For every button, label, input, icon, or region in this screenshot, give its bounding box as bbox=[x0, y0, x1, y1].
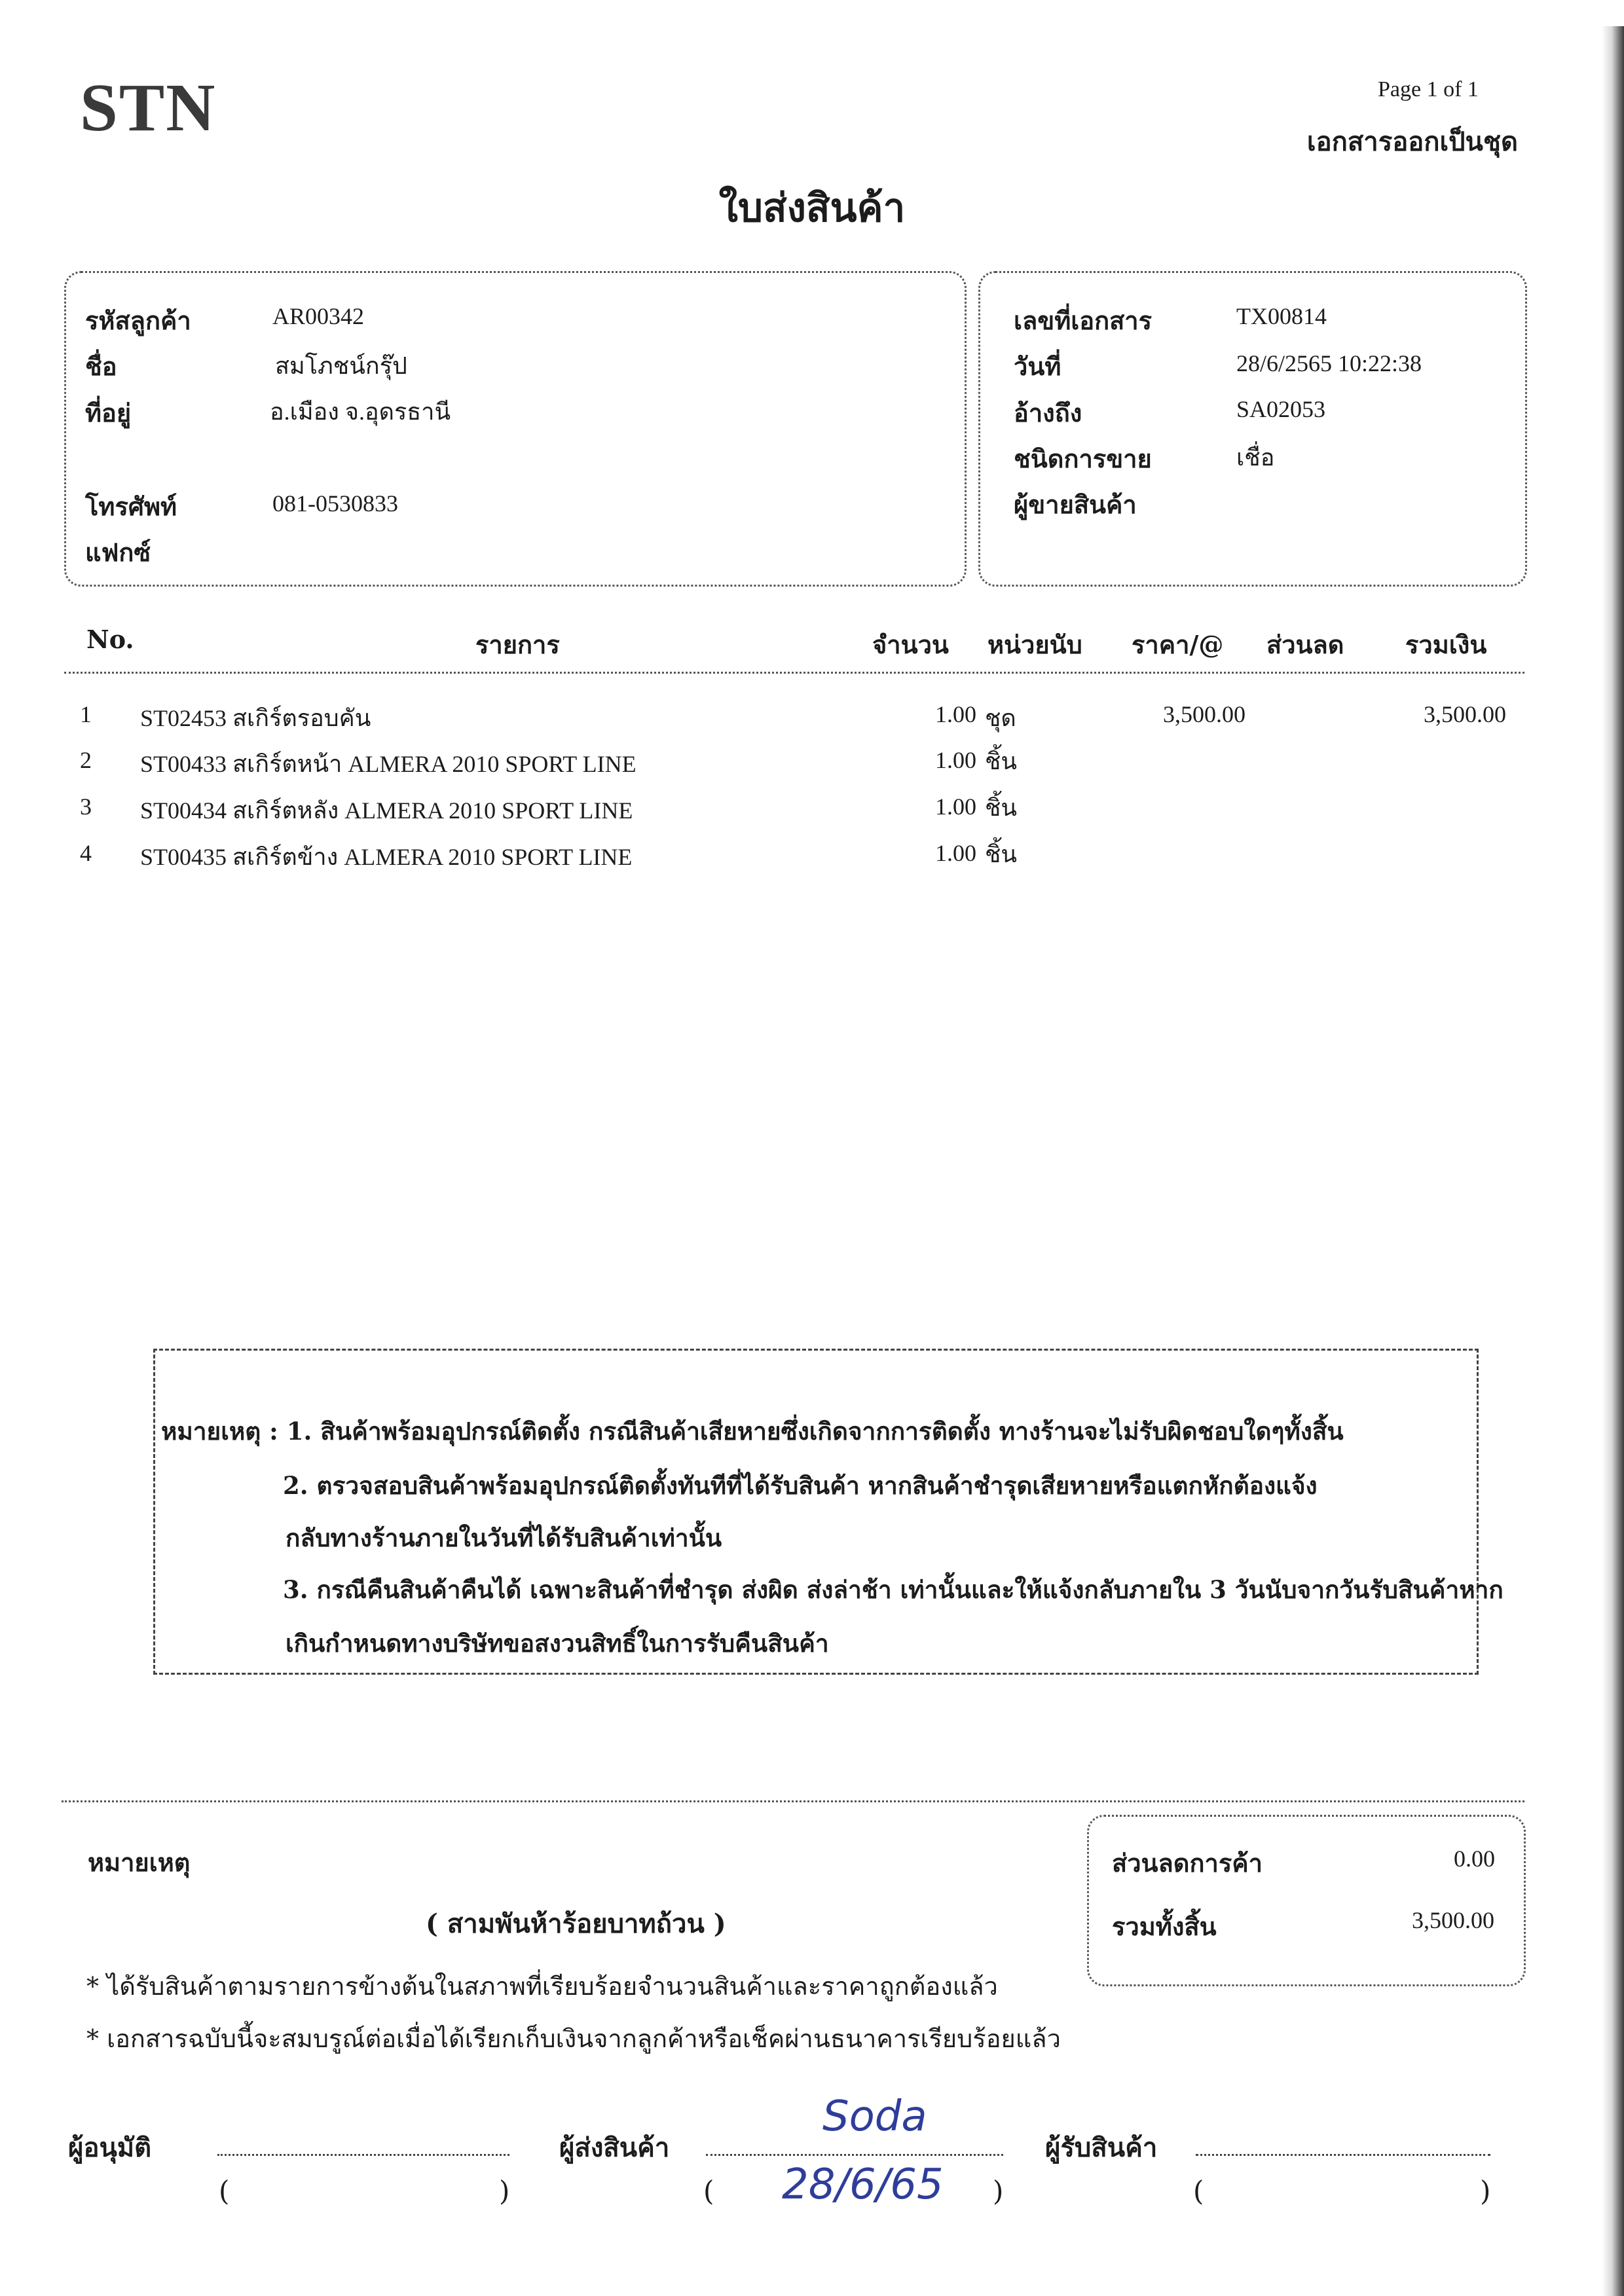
row-qty: 1.00 bbox=[935, 840, 976, 866]
customer-name: สมโภชน์กรุ๊ป bbox=[275, 353, 407, 379]
receipt-statement: * ได้รับสินค้าตามรายการข้างต้นในสภาพที่เรียบร้อยจำนวนสินค้าและราคาถูกต้องแล้ว bbox=[86, 1972, 998, 2001]
col-header-discount: ส่วนลด bbox=[1266, 630, 1344, 659]
approver-signature-line bbox=[217, 2154, 509, 2156]
receiver-label: ผู้รับสินค้า bbox=[1045, 2132, 1158, 2163]
trade-discount-value: 0.00 bbox=[1454, 1846, 1495, 1872]
totals-box bbox=[1087, 1815, 1526, 1986]
sender-handwritten-date: 28/6/65 bbox=[782, 2160, 944, 2209]
row-item: ST00435 สเกิร์ตข้าง ALMERA 2010 SPORT LINE bbox=[140, 844, 633, 870]
sale-type-label: ชนิดการขาย bbox=[1014, 444, 1152, 473]
receiver-paren-close: ) bbox=[1480, 2175, 1491, 2207]
sale-type: เชื่อ bbox=[1236, 445, 1275, 471]
row-item: ST00434 สเกิร์ตหลัง ALMERA 2010 SPORT LINE bbox=[140, 797, 633, 824]
row-qty: 1.00 bbox=[935, 793, 976, 820]
row-total: 3,500.00 bbox=[1424, 701, 1506, 727]
sender-paren-close: ) bbox=[993, 2175, 1004, 2207]
approver-label: ผู้อนุมัติ bbox=[68, 2132, 152, 2163]
row-unit: ชุด bbox=[985, 705, 1016, 731]
row-item: ST00433 สเกิร์ตหน้า ALMERA 2010 SPORT LINE bbox=[140, 751, 637, 777]
row-no: 1 bbox=[80, 701, 92, 727]
sender-label: ผู้ส่งสินค้า bbox=[559, 2132, 670, 2163]
note-line-3: กลับทางร้านภายในวันที่ได้รับสินค้าเท่านั้น bbox=[286, 1523, 722, 1552]
note-line-2: 2. ตรวจสอบสินค้าพร้อมอุปกรณ์ติดตั้งทันทีที่ได้รับสินค้า หากสินค้าชำรุดเสียหายหรือแตกหักต้องแจ้ง bbox=[283, 1471, 1318, 1500]
sender-paren-open: ( bbox=[703, 2175, 714, 2207]
document-set-label: เอกสารออกเป็นชุด bbox=[1306, 127, 1518, 156]
row-qty: 1.00 bbox=[935, 701, 976, 727]
col-header-price: ราคา/@ bbox=[1132, 630, 1224, 659]
amount-in-words: ( สามพันห้าร้อยบาทถ้วน ) bbox=[426, 1908, 726, 1939]
company-logo: STN bbox=[80, 70, 217, 145]
sender-handwritten-signature: Soda bbox=[822, 2092, 927, 2141]
customer-code: AR00342 bbox=[272, 303, 365, 329]
receiver-paren-open: ( bbox=[1193, 2175, 1204, 2207]
trade-discount-label: ส่วนลดการค้า bbox=[1112, 1848, 1263, 1878]
document-ref-label: อ้างถึง bbox=[1014, 398, 1082, 428]
row-qty: 1.00 bbox=[935, 747, 976, 773]
col-header-unit: หน่วยนับ bbox=[987, 630, 1082, 659]
row-price: 3,500.00 bbox=[1163, 701, 1246, 727]
row-unit: ชิ้น bbox=[985, 841, 1018, 867]
document-no-label: เลขที่เอกสาร bbox=[1014, 306, 1153, 335]
note-line-1: หมายเหตุ : 1. สินค้าพร้อมอุปกรณ์ติดตั้ง กรณีสินค้าเสียหายซึ่งเกิดจากการติดตั้ง ทางร้านจะไม่รับผิดชอบใดๆทั้งสิ้น bbox=[161, 1417, 1344, 1446]
seller-label: ผู้ขายสินค้า bbox=[1014, 490, 1137, 519]
scan-edge-shadow bbox=[1602, 26, 1624, 2296]
row-unit: ชิ้น bbox=[985, 795, 1018, 821]
document-no: TX00814 bbox=[1236, 303, 1327, 329]
approver-paren-open: ( bbox=[219, 2175, 230, 2207]
approver-paren-close: ) bbox=[499, 2175, 510, 2207]
grand-total-label: รวมทั้งสิ้น bbox=[1112, 1912, 1217, 1941]
col-header-qty: จำนวน bbox=[872, 630, 949, 659]
sender-signature-line bbox=[706, 2154, 1003, 2156]
row-item: ST02453 สเกิร์ตรอบคัน bbox=[140, 705, 371, 731]
row-no: 3 bbox=[80, 793, 92, 820]
row-no: 2 bbox=[80, 747, 92, 773]
note-line-5: เกินกำหนดทางบริษัทขอสงวนสิทธิ์ในการรับคืนสินค้า bbox=[286, 1629, 829, 1658]
customer-phone-label: โทรศัพท์ bbox=[85, 492, 177, 521]
document-ref: SA02053 bbox=[1236, 396, 1326, 422]
grand-total-value: 3,500.00 bbox=[1412, 1907, 1494, 1933]
page-number: Page 1 of 1 bbox=[1378, 77, 1479, 101]
col-header-no: No. bbox=[86, 625, 134, 654]
customer-info-box bbox=[64, 271, 967, 587]
customer-name-label: ชื่อ bbox=[85, 352, 117, 381]
customer-phone: 081-0530833 bbox=[272, 490, 398, 517]
note-line-4: 3. กรณีคืนสินค้าคืนได้ เฉพาะสินค้าที่ชำรุด ส่งผิด ส่งล่าช้า เท่านั้นและให้แจ้งกลับภายใน 3 วันนับจากวันรับสินค้าหาก bbox=[283, 1575, 1504, 1604]
footer-rule bbox=[62, 1800, 1524, 1802]
customer-address-label: ที่อยู่ bbox=[85, 398, 132, 428]
customer-fax-label: แฟกซ์ bbox=[85, 538, 151, 567]
receiver-signature-line bbox=[1196, 2154, 1490, 2156]
row-unit: ชิ้น bbox=[985, 748, 1018, 774]
completion-statement: * เอกสารฉบับนี้จะสมบรูณ์ต่อเมื่อได้เรียกเก็บเงินจากลูกค้าหรือเช็คผ่านธนาคารเรียบร้อยแล้ว bbox=[86, 2024, 1061, 2053]
customer-address: อ.เมือง จ.อุดรธานี bbox=[270, 399, 451, 425]
table-header-rule bbox=[64, 672, 1524, 674]
document-date: 28/6/2565 10:22:38 bbox=[1236, 350, 1422, 376]
col-header-total: รวมเงิน bbox=[1405, 630, 1487, 659]
document-date-label: วันที่ bbox=[1014, 352, 1061, 381]
customer-code-label: รหัสลูกค้า bbox=[85, 306, 191, 335]
col-header-item: รายการ bbox=[475, 630, 560, 659]
document-title: ใบส่งสินค้า bbox=[718, 185, 906, 231]
remark-label: หมายเหตุ bbox=[88, 1848, 191, 1877]
row-no: 4 bbox=[80, 840, 92, 866]
